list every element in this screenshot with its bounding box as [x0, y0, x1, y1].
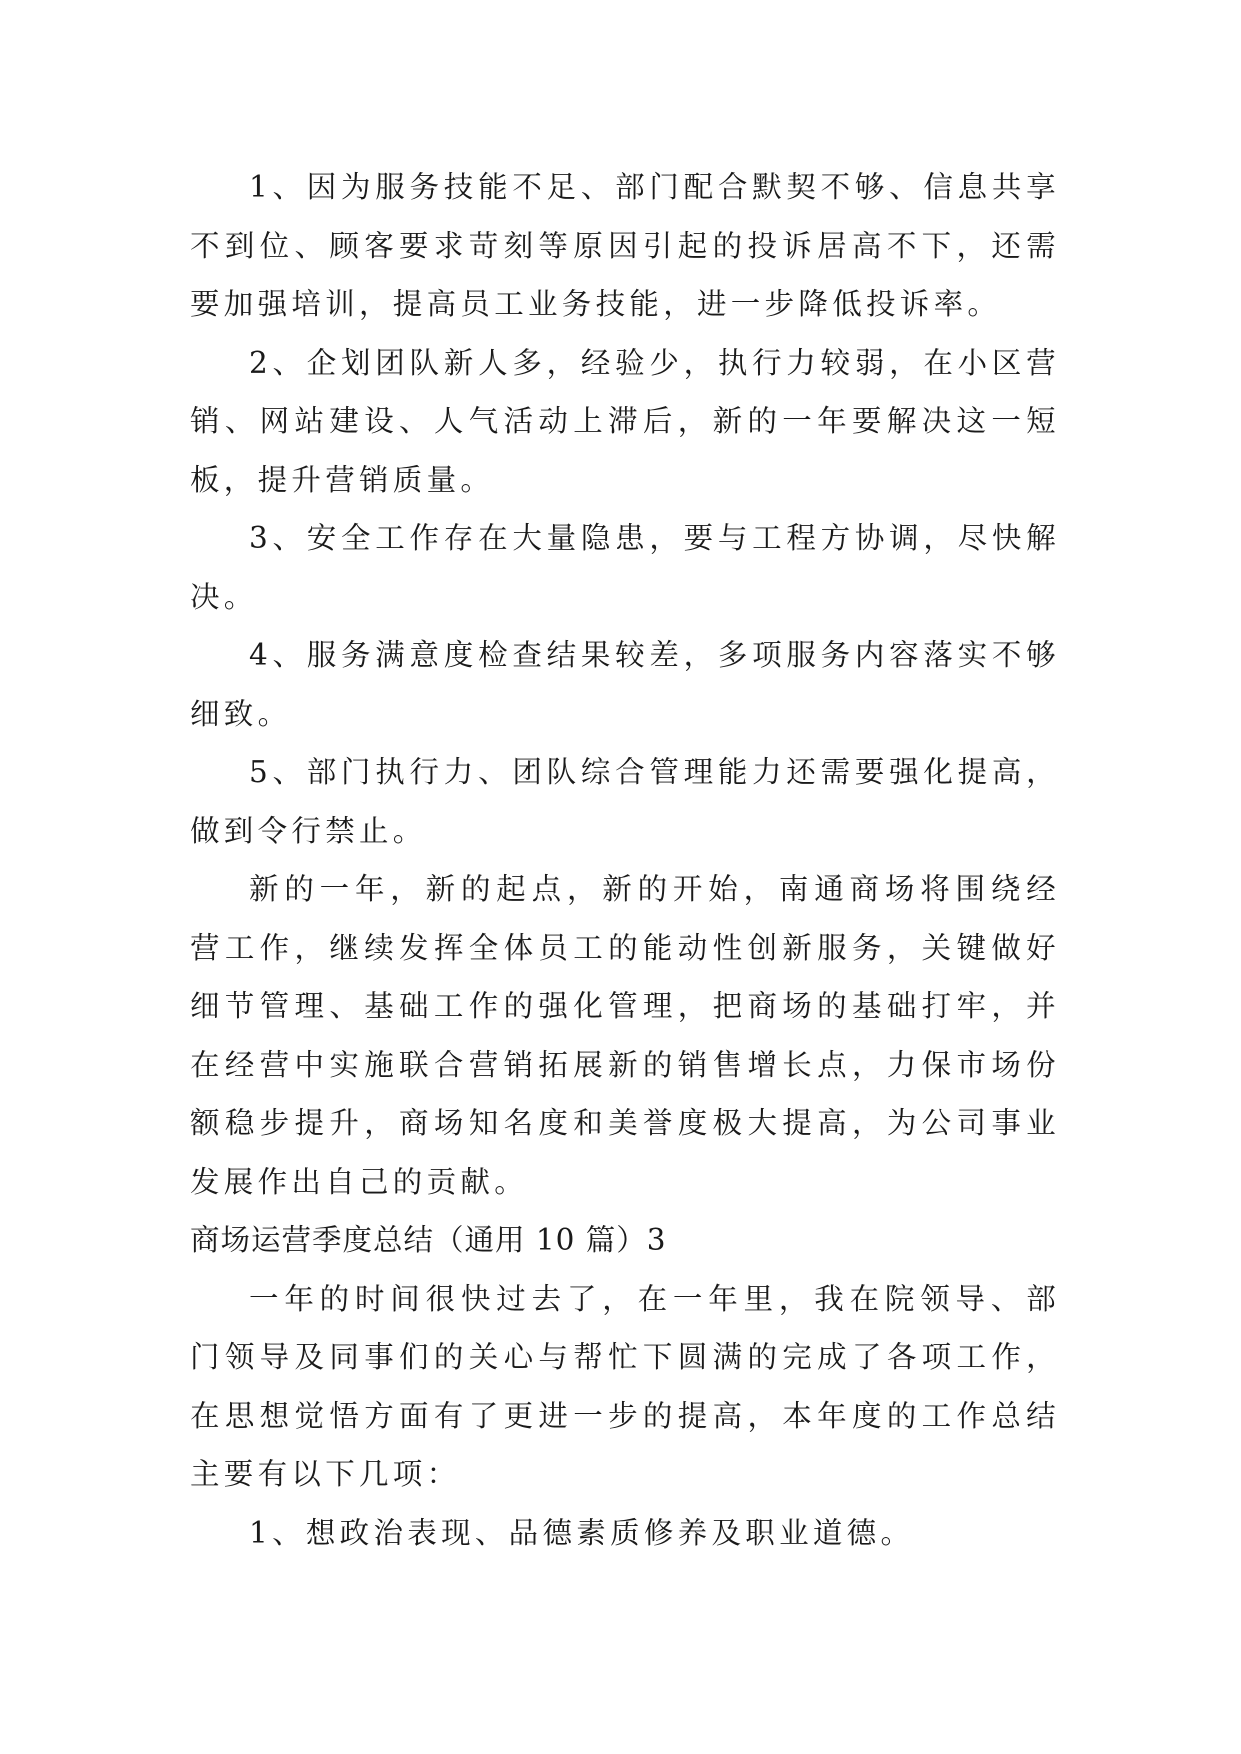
paragraph-item-2: 2、企划团队新人多，经验少，执行力较弱，在小区营销、网站建设、人气活动上滞后，新的一年要解决这一短板，提升营销质量。	[190, 345, 1060, 497]
section-intro-paragraph: 一年的时间很快过去了，在一年里，我在院领导、部门领导及同事们的关心与帮忙下圆满的完成了各项工作，在思想觉悟方面有了更进一步的提高，本年度的工作总结主要有以下几项：	[190, 1281, 1060, 1491]
paragraph-item-5: 5、部门执行力、团队综合管理能力还需要强化提高，做到令行禁止。	[190, 755, 1060, 848]
section-heading: 商场运营季度总结（通用 10 篇）3	[190, 1223, 667, 1257]
section-item-1: 1、想政治表现、品德素质修养及职业道德。	[249, 1515, 915, 1550]
paragraph-item-4: 4、服务满意度检查结果较差，多项服务内容落实不够细致。	[190, 638, 1060, 731]
paragraph-item-1: 1、因为服务技能不足、部门配合默契不够、信息共享不到位、顾客要求苛刻等原因引起的投诉居高不下，还需要加强培训，提高员工业务技能，进一步降低投诉率。	[190, 170, 1060, 321]
document-page	[190, 158, 1060, 1562]
paragraph-item-3: 3、安全工作存在大量隐患，要与工程方协调，尽快解决。	[190, 521, 1060, 614]
paragraph-conclusion: 新的一年，新的起点，新的开始，南通商场将围绕经营工作，继续发挥全体员工的能动性创新服务，关键做好细节管理、基础工作的强化管理，把商场的基础打牢，并在经营中实施联合营销拓展新的销售增长点，力保市场份额稳步提升，商场知名度和美誉度极大提高，为公司事业发展作出自己的贡献。	[190, 872, 1060, 1199]
